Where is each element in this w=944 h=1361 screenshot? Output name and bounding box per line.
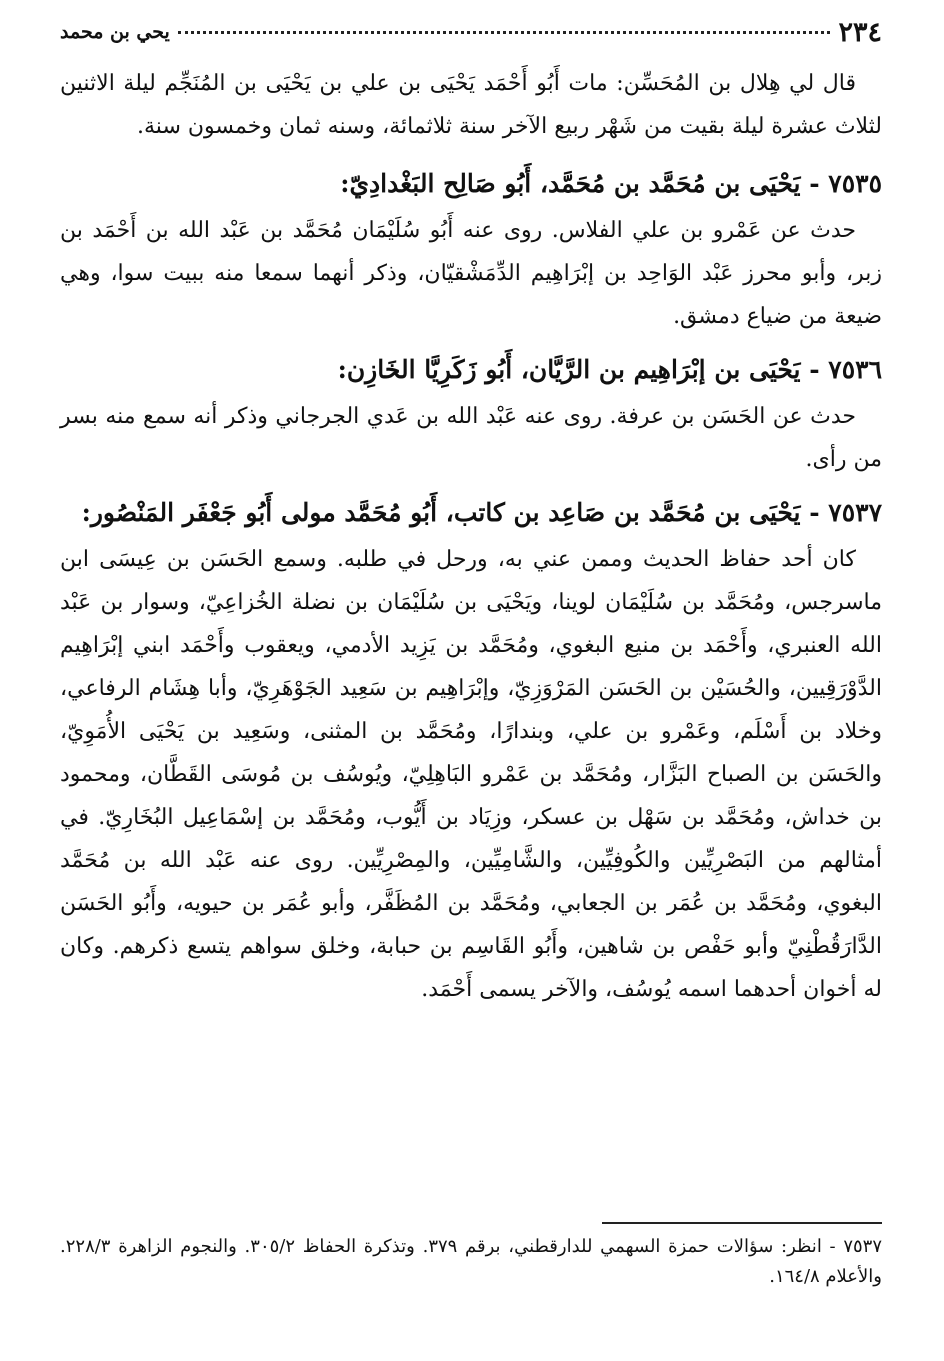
page-number: ٢٣٤ — [838, 16, 882, 48]
entry-text-7536: حدث عن الحَسَن بن عرفة. روى عنه عَبْد الله بن عَدي الجرجاني وذكر أنه سمع منه بسر من رأى. — [60, 404, 882, 472]
opening-paragraph: قال لي هِلال بن المُحَسِّن: مات أَبُو أَحْمَد يَحْيَى بن علي بن يَحْيَى بن المُنَجِّم ليلة الاثنين لثلاث عشرة ليلة بقيت من شَهْر ربيع الآخر سنة ثلاثمائة، وسنه ثمان وخمسون سنة. — [60, 71, 882, 139]
entry-text-7537: كان أحد حفاظ الحديث وممن عني به، ورحل في طلبه. وسمع الحَسَن بن عِيسَى ابن ماسرجس، ومُحَمَّد بن سُلَيْمَان لوينا، ويَحْيَى بن سُلَيْمَان بن نضلة الخُزاعِيّ، وسوار بن عَبْد الله العنبري، وأَحْمَد بن منيع البغوي، ومُحَمَّد بن يَزِيد الأدمي، ويعقوب وأَحْمَد ابني إبْرَاهِيم الدَّوْرَقِيين، والحُسَيْن بن الحَسَن المَرْوَزِيّ، وإبْرَاهِيم بن سَعِيد الجَوْهَرِيّ، وأبا هِشَام الرفاعي، وخلاد بن أَسْلَم، وعَمْرو بن علي، وبندارًا، ومُحَمَّد بن المثنى، وسَعِيد بن يَحْيَى الأُمَوِيّ، والحَسَن بن الصباح البَزَّار، ومُحَمَّد بن عَمْرو البَاهِلِيّ، ويُوسُف بن مُوسَى القَطَّان، ومحمود بن خداش، ومُحَمَّد بن سَهْل بن عسكر، وزِيَاد بن أَيُّوب، ومُحَمَّد بن إسْمَاعِيل البُخَارِيّ. في أمثالهم من البَصْرِيِّين والكُوفِيِّين، والشَّامِيِّين، والمِصْرِيِّين. روى عنه عَبْد الله بن مُحَمَّد البغوي، ومُحَمَّد بن عُمَر بن الجعابي، ومُحَمَّد بن المُظَفَّر، وأبو عُمَر بن حيويه، وأَبُو الحَسَن الدَّارَقُطْنِيّ وأبو حَفْص بن شاهين، وأَبُو القَاسِم بن حبابة، وخلق سواهم يتسع ذكرهم. وكان له أخوان أحدهما اسمه يُوسُف، والآخر يسمى أَحْمَد. — [60, 547, 882, 1002]
entry-heading-7537: ٧٥٣٧ - يَحْيَى بن مُحَمَّد بن صَاعِد بن كاتب، أَبُو مُحَمَّد مولى أَبُو جَعْفَر المَنْصُور: — [81, 498, 882, 527]
running-title: يحي بن محمد — [60, 21, 170, 43]
entry-heading-7536: ٧٥٣٦ - يَحْيَى بن إبْرَاهِيم بن الرَّيَّان، أَبُو زَكَرِيَّا الخَازِن: — [337, 355, 882, 384]
entry-text-7535: حدث عن عَمْرو بن علي الفلاس. روى عنه أَبُو سُلَيْمَان مُحَمَّد بن عَبْد الله بن أَحْمَد بن زبر، وأبو محرز عَبْد الوَاحِد بن إبْرَاهِيم الدِّمَشْقيّان، وذكر أنهما سمعا منه ببيت سوا، وهي ضيعة من ضياع دمشق. — [60, 218, 882, 329]
page-header — [60, 14, 882, 50]
page-body — [60, 62, 882, 1011]
entry-heading-7535: ٧٥٣٥ - يَحْيَى بن مُحَمَّد بن مُحَمَّد، أَبُو صَالِح البَغْدادِيّ: — [340, 169, 882, 198]
footnote: ٧٥٣٧ - انظر: سؤالات حمزة السهمي للدارقطني، برقم ٣٧٩. وتذكرة الحفاظ ٣٠٥/٢. والنجوم الزاهرة ٢٢٨/٣. والأعلام ١٦٤/٨. — [60, 1236, 882, 1287]
footnote-separator — [602, 1222, 882, 1224]
header-dotted-leader — [178, 31, 831, 34]
